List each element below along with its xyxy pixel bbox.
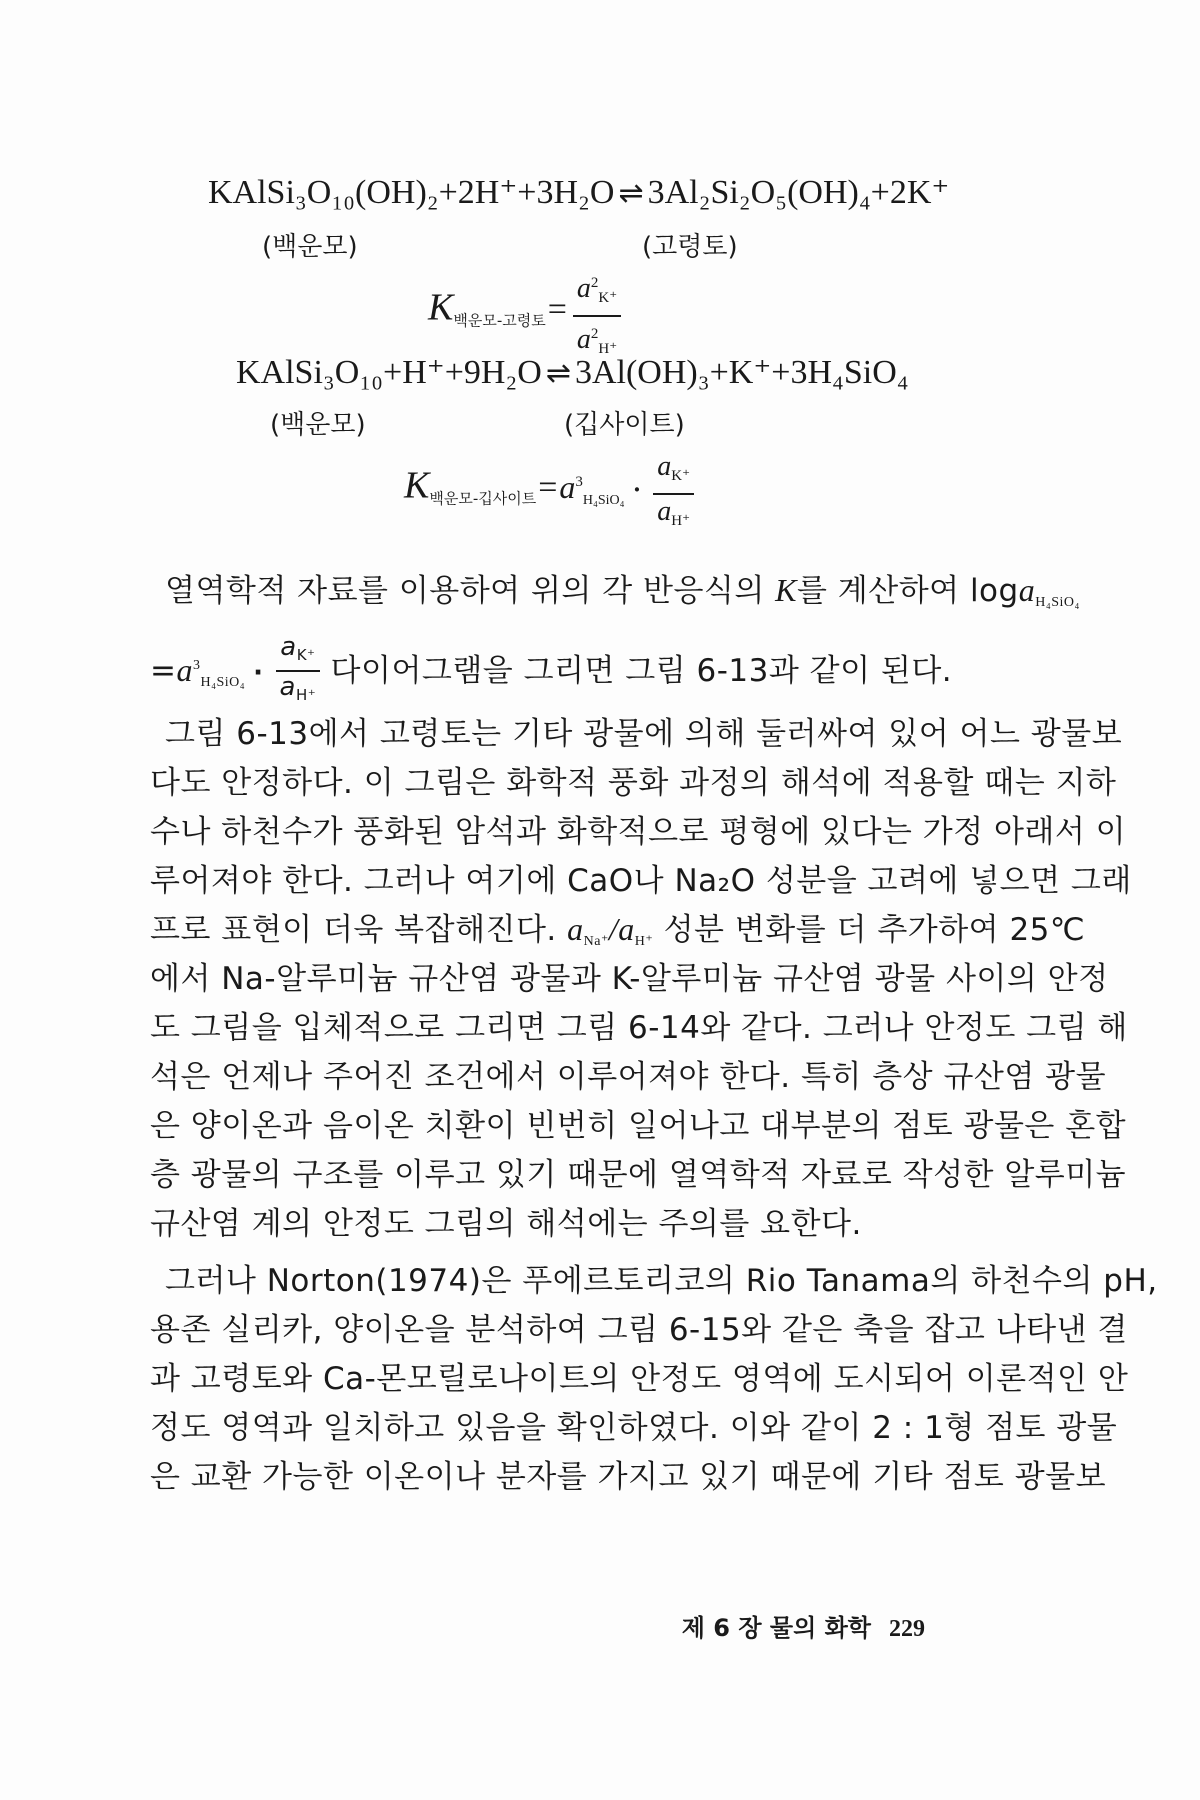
label-muscovite: (백운모) bbox=[270, 410, 366, 440]
fraction-denominator: $a_{H^+}$ bbox=[657, 496, 690, 529]
body-line: 용존 실리카, 양이온을 분석하여 그림 6-15와 같은 축을 잡고 나타낸 결 bbox=[150, 1312, 1128, 1348]
equation-left: KAlSi₃O₁₀(OH)₂+2H⁺+3H₂O bbox=[208, 174, 615, 211]
body-line: 그림 6-13에서 고령토는 기타 광물에 의해 둘러싸여 있어 어느 광물보 bbox=[165, 716, 1123, 752]
equation-right: 3Al(OH)₃+K⁺+3H₄SiO₄ bbox=[574, 354, 909, 391]
body-line: 도 그림을 입체적으로 그리면 그림 6-14와 같다. 그러나 안정도 그림 해 bbox=[150, 1010, 1128, 1046]
body-line: 그러나 Norton(1974)은 푸에르토리코의 Rio Tanama의 하천수의 pH, bbox=[165, 1263, 1158, 1299]
page-footer bbox=[682, 1608, 925, 1643]
label-gibbsite: (깁사이트) bbox=[564, 410, 685, 440]
body-line: 프로 표현이 더욱 복잡해진다. $a_{Na^+}/a_{H^+}$ 성분 변화를 더 추가하여 25℃ bbox=[150, 911, 1086, 949]
k-subscript: 백운모-고령토 bbox=[453, 311, 546, 330]
body-line: 과 고령토와 Ca-몬모릴로나이트의 안정도 영역에 도시되어 이론적인 안 bbox=[150, 1361, 1129, 1397]
body-line: 규산염 계의 안정도 그림의 해석에는 주의를 요한다. bbox=[150, 1206, 862, 1242]
fraction bbox=[653, 450, 694, 538]
k-symbol: K bbox=[428, 286, 454, 329]
body-line: 은 교환 가능한 이온이나 분자를 가지고 있기 때문에 기타 점토 광물보 bbox=[150, 1459, 1107, 1495]
k-muscovite-gibbsite: K백운모-깁사이트$=a^3_{H_4SiO_4}$ · $\frac{a_{K^+}}{a_{H^+}}$ bbox=[404, 450, 694, 538]
equation-muscovite-gibbsite bbox=[236, 352, 909, 392]
equation-muscovite-kaolinite bbox=[208, 172, 949, 212]
k-muscovite-kaolinite: K백운모-고령토= $\frac{a^2_{K^+}}{a^2_{H^+}}$ bbox=[428, 266, 621, 366]
chapter-title: 제 6 장 물의 화학 bbox=[681, 1614, 871, 1642]
body-line: 정도 영역과 일치하고 있음을 확인하였다. 이와 같이 2 : 1형 점토 광물 bbox=[150, 1410, 1118, 1446]
body-line: 열역학적 자료를 이용하여 위의 각 반응식의 K를 계산하여 loga$_{H_4SiO_4}$ bbox=[165, 572, 1080, 610]
body-line: 석은 언제나 주어진 조건에서 이루어져야 한다. 특히 층상 규산염 광물 bbox=[150, 1059, 1107, 1095]
equation-right: 3Al₂Si₂O₅(OH)₄+2K⁺ bbox=[647, 174, 950, 211]
equilibrium-arrow-icon: ⇌ bbox=[545, 356, 571, 391]
fraction-denominator: $a^2_{H^+}$ bbox=[576, 324, 618, 357]
equilibrium-arrow-icon: ⇌ bbox=[618, 176, 644, 211]
silicic-acid-term: $a^3_{H_4SiO_4}$ bbox=[559, 468, 625, 508]
body-line: 루어져야 한다. 그러나 여기에 CaO나 Na₂O 성분을 고려에 넣으면 그래 bbox=[150, 863, 1132, 899]
body-line: 수나 하천수가 풍화된 암석과 화학적으로 평형에 있다는 가정 아래서 이 bbox=[150, 814, 1127, 850]
equation-left: KAlSi₃O₁₀+H⁺+9H₂O bbox=[236, 354, 542, 391]
body-line: 은 양이온과 음이온 치환이 빈번히 일어나고 대부분의 점토 광물은 혼합 bbox=[150, 1108, 1127, 1144]
fraction-numerator: $a^2_{K^+}$ bbox=[573, 266, 621, 317]
fraction-numerator: $a_{K^+}$ bbox=[653, 450, 694, 495]
body-line: $=a^3_{H_4SiO_4}$ · $\frac{a_{K^+}}{a_{H^+}}$ 다이어그램을 그리면 그림 6-13과 같이 된다. bbox=[150, 632, 952, 710]
fraction bbox=[573, 266, 621, 366]
label-kaolinite: (고령토) bbox=[642, 232, 738, 262]
label-muscovite: (백운모) bbox=[262, 232, 358, 262]
body-line: 층 광물의 구조를 이루고 있기 때문에 열역학적 자료로 작성한 알루미늄 bbox=[150, 1157, 1127, 1193]
page-number: 229 bbox=[889, 1616, 925, 1642]
fraction: $\frac{a_{K^+}}{a_{H^+}}$ bbox=[276, 632, 321, 710]
body-line: 에서 Na-알루미늄 규산염 광물과 K-알루미늄 규산염 광물 사이의 안정 bbox=[150, 961, 1109, 997]
body-line: 다도 안정하다. 이 그림은 화학적 풍화 과정의 해석에 적용할 때는 지하 bbox=[150, 765, 1117, 801]
k-symbol: K bbox=[404, 464, 430, 507]
k-subscript: 백운모-깁사이트 bbox=[429, 489, 537, 508]
